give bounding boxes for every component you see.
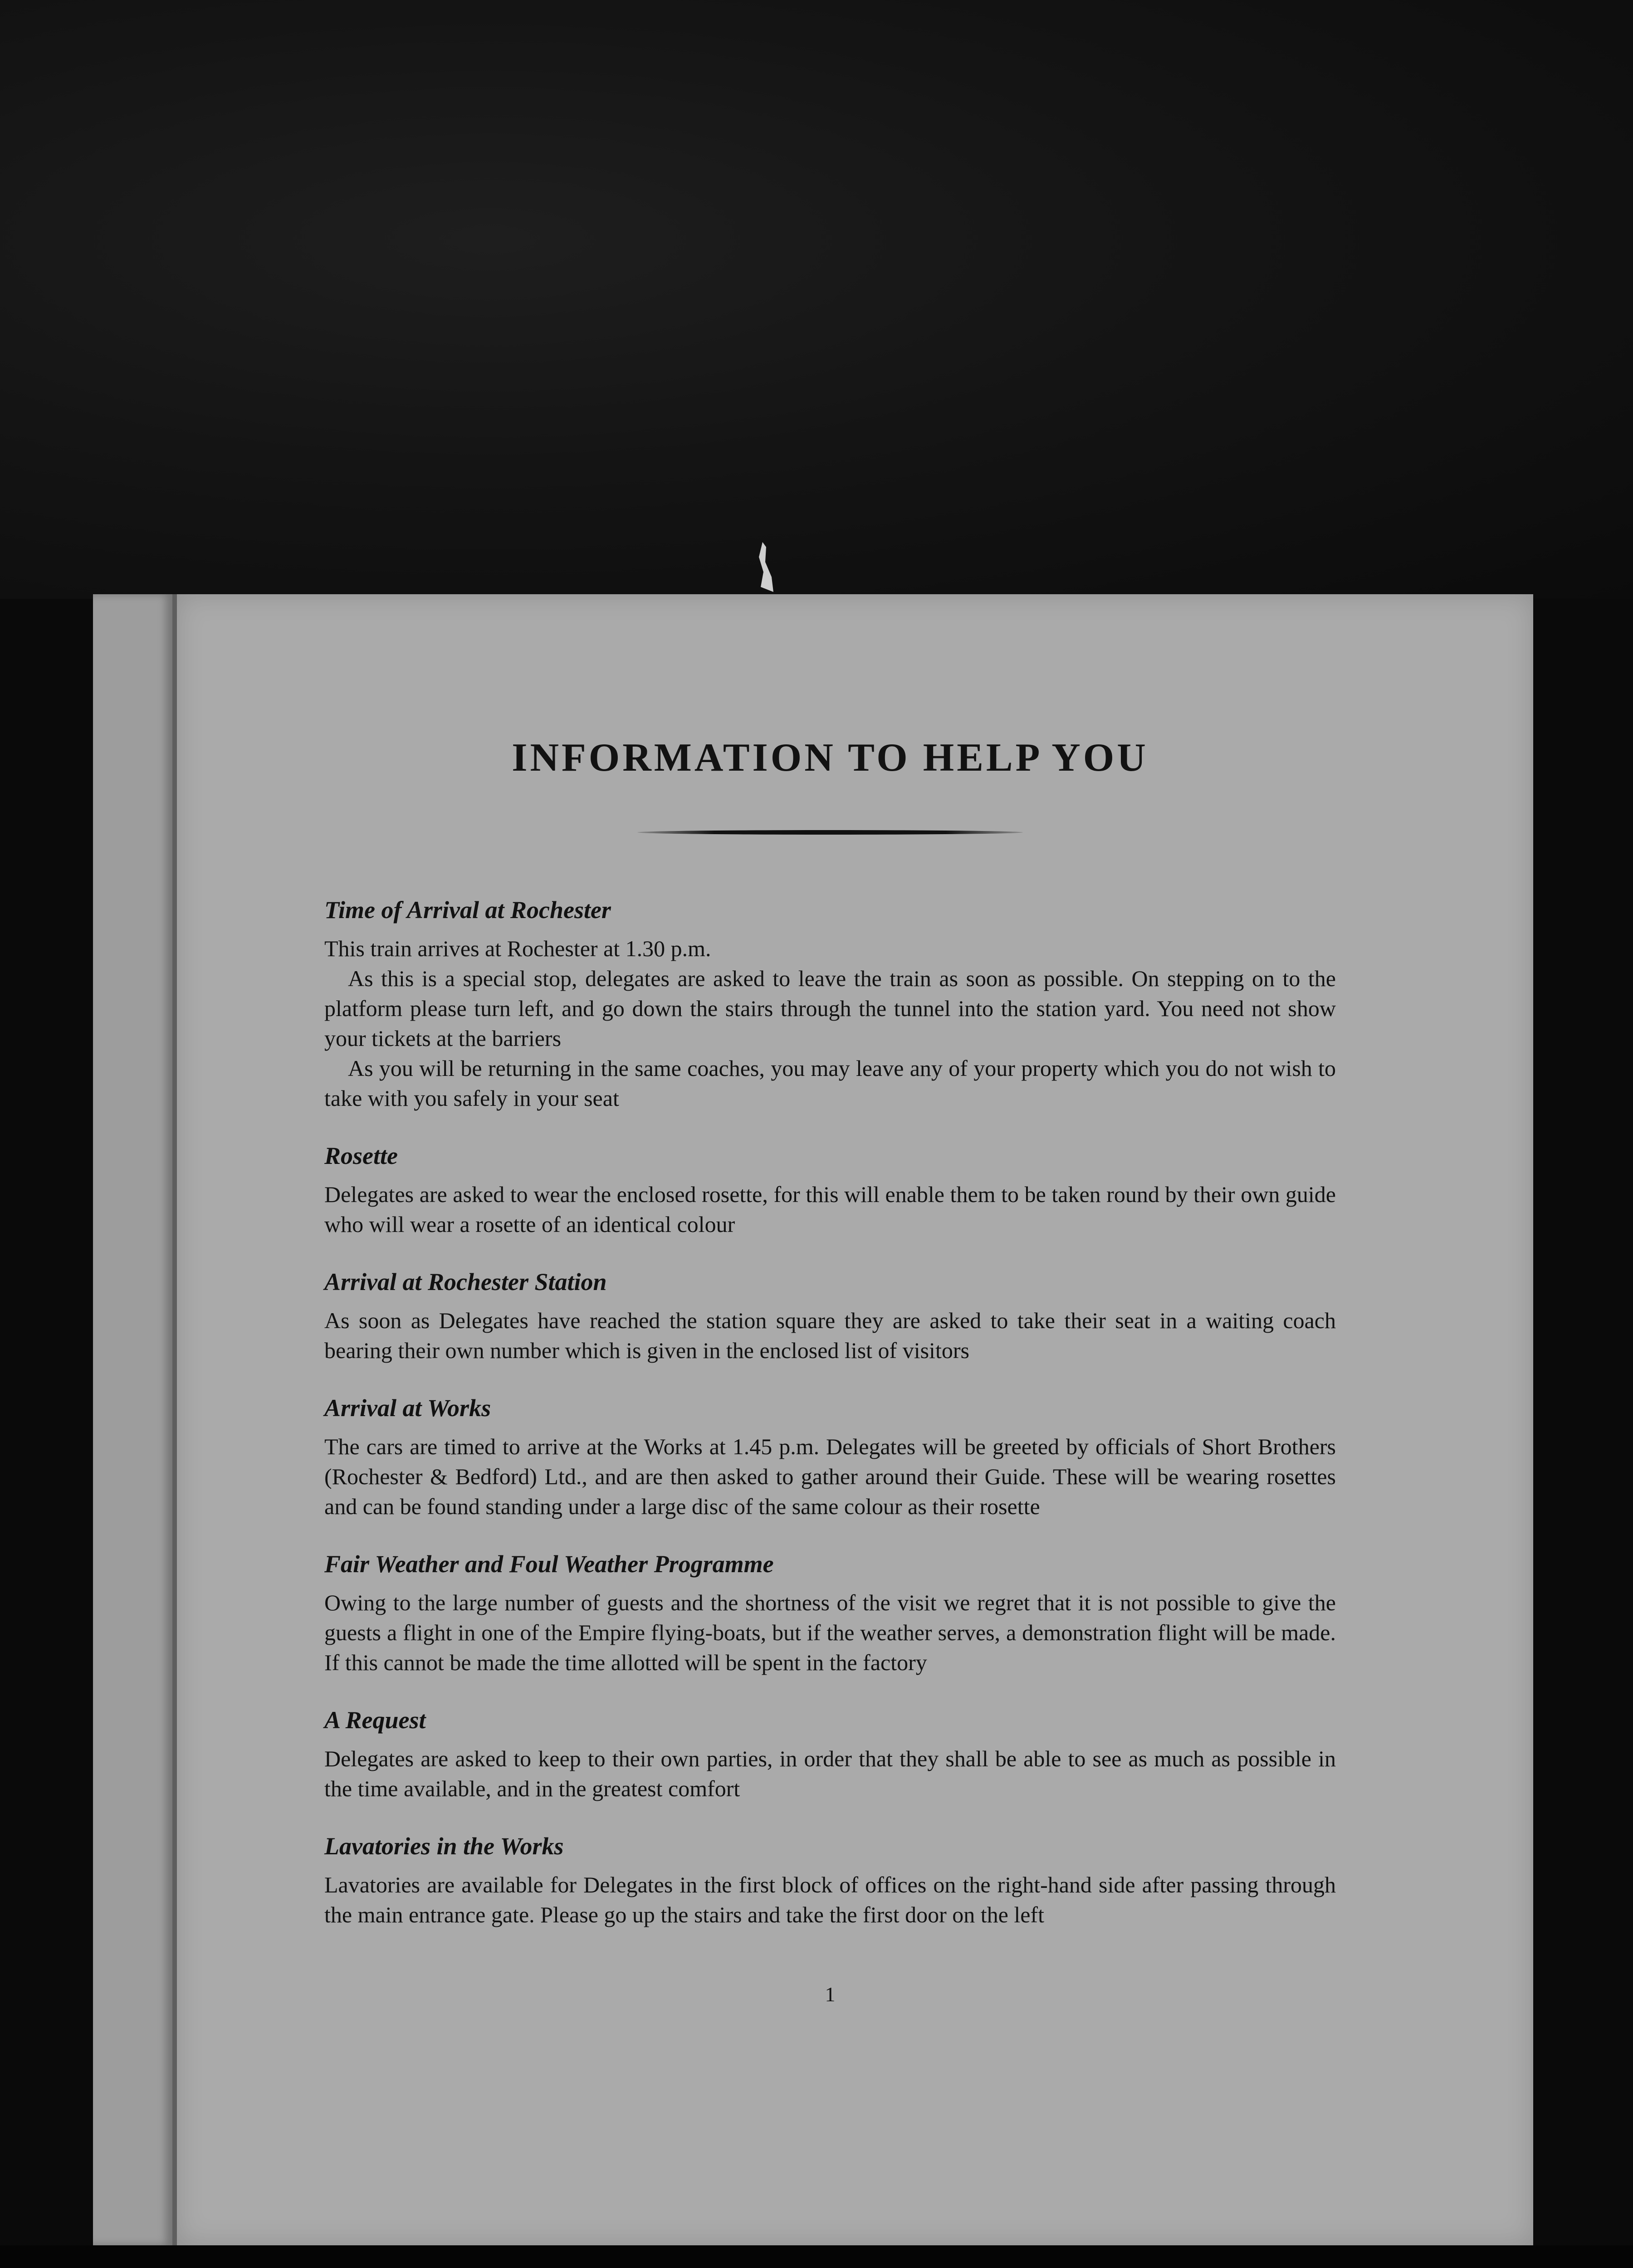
section-paragraph: The cars are timed to arrive at the Works at 1.45 p.m. Delegates will be greeted by officials of Short Brothers (Rochester & Bedford) Ltd., and are then asked to gather around their Guide. These will be wearing rosettes and can be found standing under a large disc of the same colour as their rosette	[324, 1434, 1336, 1519]
section-heading: Arrival at Rochester Station	[324, 1268, 607, 1295]
document-page	[177, 594, 1533, 2245]
section-paragraph: As this is a special stop, delegates are asked to leave the train as soon as possible. On stepping on to the platform please turn left, and go down the stairs through the tunnel into the station yard. You need not show your tickets at the barriers	[324, 966, 1336, 1051]
page-title: INFORMATION TO HELP YOU	[512, 736, 1149, 780]
section-heading: Lavatories in the Works	[324, 1833, 564, 1860]
section-arrival-works	[324, 1392, 1336, 1521]
section-heading: A Request	[324, 1706, 426, 1734]
sections-list	[324, 894, 1336, 1956]
section-weather-programme	[324, 1548, 1336, 1677]
section-paragraph: Delegates are asked to keep to their own parties, in order that they shall be able to see as much as possible in the time available, and in the greatest comfort	[324, 1746, 1336, 1801]
microfilm-background	[0, 0, 1633, 599]
section-paragraph: As soon as Delegates have reached the station square they are asked to take their seat in a waiting coach bearing their own number which is given in the enclosed list of visitors	[324, 1308, 1336, 1363]
document-spine	[93, 594, 177, 2245]
section-paragraph: As you will be returning in the same coaches, you may leave any of your property which you do not wish to take with you safely in your seat	[324, 1056, 1336, 1111]
title-rule	[637, 830, 1023, 835]
section-arrival-station	[324, 1266, 1336, 1365]
section-paragraph: Owing to the large number of guests and the shortness of the visit we regret that it is not possible to give the guests a flight in one of the Empire flying-boats, but if the weather serves, a demonstration flight will be made. If this cannot be made the time allotted will be spent in the factory	[324, 1590, 1336, 1675]
section-request	[324, 1704, 1336, 1804]
microfilm-background-lower	[0, 2245, 1633, 2268]
section-heading: Rosette	[324, 1142, 398, 1169]
section-paragraph: This train arrives at Rochester at 1.30 p.m.	[324, 936, 711, 961]
section-paragraph: Lavatories are available for Delegates in the first block of offices on the right-hand side after passing through the main entrance gate. Please go up the stairs and take the first door on the left	[324, 1872, 1336, 1927]
section-heading: Time of Arrival at Rochester	[324, 896, 611, 924]
section-heading: Arrival at Works	[324, 1394, 491, 1422]
section-heading: Fair Weather and Foul Weather Programme	[324, 1550, 774, 1578]
section-paragraph: Delegates are asked to wear the enclosed rosette, for this will enable them to be taken round by their own guide who will wear a rosette of an identical colour	[324, 1182, 1336, 1237]
section-lavatories	[324, 1830, 1336, 1930]
page-number: 1	[825, 1983, 836, 2006]
section-time-of-arrival	[324, 894, 1336, 1113]
section-rosette	[324, 1139, 1336, 1239]
